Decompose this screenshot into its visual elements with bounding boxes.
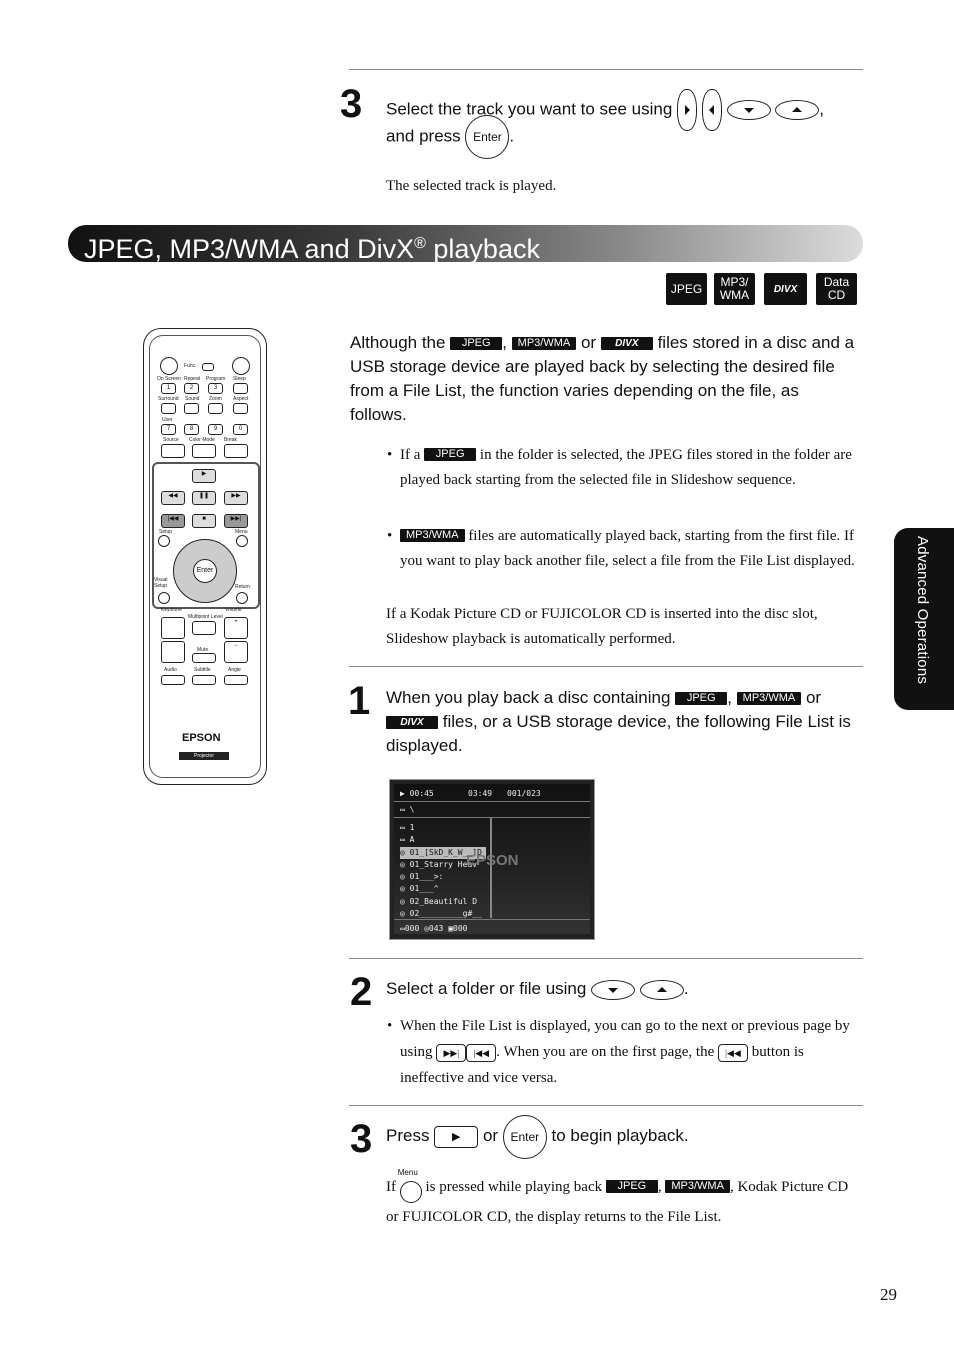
color-mode-button-icon <box>192 444 216 458</box>
fast-forward-icon: ▶▶ <box>224 491 248 505</box>
digit-key <box>233 383 248 394</box>
next-button-icon: ▶▶| <box>436 1044 466 1062</box>
remote-label: Visual Setup <box>154 577 168 589</box>
section-title: JPEG, MP3/WMA and DivX® playback <box>84 234 540 264</box>
enter-button-icon: Enter <box>465 115 509 159</box>
divx-badge: DIVX <box>386 716 438 729</box>
digit-key: 3 <box>208 383 223 394</box>
step1-text: When you play back a disc containing JPEG , MP3/WMA or DIVX files, or a USB storage device, the following File List is displayed. <box>386 688 851 755</box>
epson-logo-watermark: EPSON <box>466 852 519 869</box>
total-time: 03:49 <box>468 789 493 798</box>
remote-label: Multipoint Level <box>188 614 223 620</box>
bullet-jpeg: • If a JPEG in the folder is selected, the JPEG files stored in the folder are played back starting from the selected file in Slideshow sequence. <box>400 443 855 492</box>
previous-button-icon: |◀◀ <box>466 1044 496 1062</box>
eject-icon <box>232 357 250 375</box>
stop-icon: ■ <box>192 514 216 528</box>
down-arrow-button-icon <box>727 100 771 120</box>
remote-label: Sleep <box>233 376 246 382</box>
remote-label: Program <box>206 376 226 382</box>
page-number: 29 <box>880 1285 897 1304</box>
remote-label: Mute <box>197 647 209 653</box>
remote-label: User <box>162 417 173 423</box>
remote-label: Keystone <box>161 607 182 613</box>
step-number: 2 <box>350 970 373 1014</box>
section-title-bar <box>68 225 863 262</box>
down-arrow-button-icon <box>591 980 635 1000</box>
remote-label: Aspect <box>233 396 249 402</box>
jpeg-badge: JPEG <box>666 273 707 305</box>
step-text: Select the track you want to see using <box>386 99 673 119</box>
step-number: 1 <box>348 679 371 723</box>
digit-key: 1 <box>161 383 176 394</box>
source-button-icon <box>161 444 185 458</box>
current-path: ▭ \ <box>400 805 415 814</box>
kodak-note: If a Kodak Picture CD or FUJICOLOR CD is inserted into the disc slot, Slideshow playback is automatically performed. <box>386 606 818 647</box>
remote-label: On Screen <box>157 376 181 382</box>
mp3-wma-badge: MP3/WMA <box>512 337 577 350</box>
mp3-wma-badge: MP3/WMA <box>737 692 802 705</box>
divider <box>394 801 590 802</box>
remote-label: Setup <box>159 529 173 535</box>
digit-key: 7 <box>161 424 176 435</box>
folder-item[interactable]: ▭ 1 <box>400 823 415 832</box>
file-list-panel <box>394 784 590 934</box>
playback-status-row: ▶ 00:45 <box>400 789 434 798</box>
side-tab-label: Advanced Operations <box>914 536 931 685</box>
left-arrow-button-icon <box>702 89 722 131</box>
file-items <box>400 822 486 920</box>
digit-key: 0 <box>233 424 248 435</box>
top-rule <box>349 69 863 70</box>
step-instruction: Select the track you want to see using , <box>386 89 856 131</box>
remote-label: Func. <box>184 363 197 369</box>
intro-paragraph: Although the JPEG , MP3/WMA or DIVX files stored in a disc and a USB storage device are played back by selecting the desired file from a File List, the function varies depending on the file, as follows. <box>350 333 855 424</box>
remote-label: Subtitle <box>194 667 211 673</box>
power-icon <box>160 357 178 375</box>
next-icon: ▶▶| <box>224 514 248 528</box>
file-item[interactable]: ◎ 01___^ <box>400 884 439 894</box>
remote-label: Color Mode <box>189 437 215 443</box>
previous-icon: |◀◀ <box>161 514 185 528</box>
func-switch-icon <box>202 363 214 371</box>
menu-button-icon: Menu <box>400 1178 422 1198</box>
remote-label: Repeat <box>184 376 201 382</box>
step-rule <box>349 666 863 667</box>
right-arrow-button-icon <box>677 89 697 131</box>
side-tab <box>894 528 954 710</box>
mp3-wma-badge: MP3/WMA <box>665 1180 730 1193</box>
remote-label: Angle <box>228 667 241 673</box>
setup-button-icon <box>158 535 170 547</box>
track-counter: 001/023 <box>507 789 541 798</box>
step-number: 3 <box>350 1117 373 1161</box>
divider <box>394 817 590 818</box>
step-rule <box>349 1105 863 1106</box>
digit-key <box>184 403 199 414</box>
digit-key <box>208 403 223 414</box>
step3-note: If Menu is pressed while playing back JPEG , MP3/WMA , Kodak Picture CD or FUJICOLOR CD, the display returns to the File List. <box>386 1167 849 1225</box>
multipoint-button-icon <box>192 621 216 635</box>
remote-label: Return <box>235 584 251 590</box>
step2-bullet: • When the File List is displayed, you can go to the next or previous page by using ▶▶| |◀◀ . When you are on the first page, the |◀◀ button is ineffective and vice versa. <box>400 1013 855 1091</box>
step-note: The selected track is played. <box>386 178 557 194</box>
step-rule <box>349 958 863 959</box>
file-count-footer: ▭000 ◎043 ▣000 <box>400 924 468 933</box>
digit-key: 2 <box>184 383 199 394</box>
volume-down-icon: − <box>224 641 248 663</box>
digit-key: 8 <box>184 424 199 435</box>
jpeg-badge: JPEG <box>606 1180 658 1193</box>
play-button-icon: ▶ <box>192 469 216 483</box>
remote-label: Source <box>163 437 179 443</box>
keystone-up-icon <box>161 617 185 639</box>
data-cd-badge: Data CD <box>816 273 857 305</box>
remote-brand-logo: EPSON <box>182 732 221 744</box>
step-instruction-line2: and press Enter . <box>386 115 514 159</box>
up-arrow-button-icon <box>775 100 819 120</box>
jpeg-badge: JPEG <box>450 337 502 350</box>
keystone-down-icon <box>161 641 185 663</box>
digit-key <box>233 403 248 414</box>
jpeg-badge: JPEG <box>424 448 476 461</box>
volume-up-icon: + <box>224 617 248 639</box>
remote-label: Zoom <box>209 396 222 402</box>
remote-label: Break <box>224 437 238 443</box>
break-button-icon <box>224 444 248 458</box>
remote-label: Sound <box>185 396 200 402</box>
enter-button-icon: Enter <box>193 559 217 583</box>
subtitle-button-icon <box>192 675 216 685</box>
divider <box>394 919 590 920</box>
mute-button-icon <box>192 653 216 663</box>
remote-label: Audio <box>164 667 177 673</box>
remote-label: Menu <box>235 529 248 535</box>
mp3-wma-badge: MP3/ WMA <box>714 273 755 305</box>
file-item[interactable]: ◎ 01___>: <box>400 872 444 882</box>
pause-icon: ❚❚ <box>192 491 216 505</box>
rewind-icon: ◀◀ <box>161 491 185 505</box>
enter-button-icon: Enter <box>503 1115 547 1159</box>
file-item-selected[interactable]: ◎ 01_[SkD_K_W__]D <box>400 847 486 859</box>
visual-setup-button-icon <box>158 592 170 604</box>
return-button-icon <box>236 592 248 604</box>
remote-label: Volume <box>225 607 242 613</box>
step-number: 3 <box>340 82 363 126</box>
file-list-screenshot <box>389 779 595 940</box>
digit-key: 9 <box>208 424 223 435</box>
audio-button-icon <box>161 675 185 685</box>
divx-badge: DIVX <box>601 337 653 350</box>
file-item[interactable]: ◎ 02_Beautiful D <box>400 896 478 906</box>
mp3-wma-badge: MP3/WMA <box>400 529 465 542</box>
menu-button-icon <box>236 535 248 547</box>
previous-button-icon: |◀◀ <box>718 1044 748 1062</box>
angle-button-icon <box>224 675 248 685</box>
divx-badge: DIVX <box>764 273 807 305</box>
file-item[interactable]: ◎ 02_________g#__ <box>400 909 482 919</box>
remote-label: Surround <box>158 396 179 402</box>
file-item[interactable]: ◎ 01_Starry Heav <box>400 859 478 869</box>
jpeg-badge: JPEG <box>675 692 727 705</box>
remote-control-illustration <box>143 328 267 785</box>
remote-model-label: Projector <box>179 752 229 760</box>
step3-text: Press ▶ or Enter to begin playback. <box>386 1114 689 1159</box>
play-button-icon: ▶ <box>434 1126 478 1148</box>
digit-key <box>161 403 176 414</box>
step2-text: Select a folder or file using . <box>386 979 689 998</box>
folder-item[interactable]: ▭ A <box>400 835 415 845</box>
bullet-mp3: • MP3/WMA files are automatically played back, starting from the first file. If you want to play back another file, select a file from the File List displayed. <box>400 524 855 573</box>
up-arrow-button-icon <box>640 980 684 1000</box>
